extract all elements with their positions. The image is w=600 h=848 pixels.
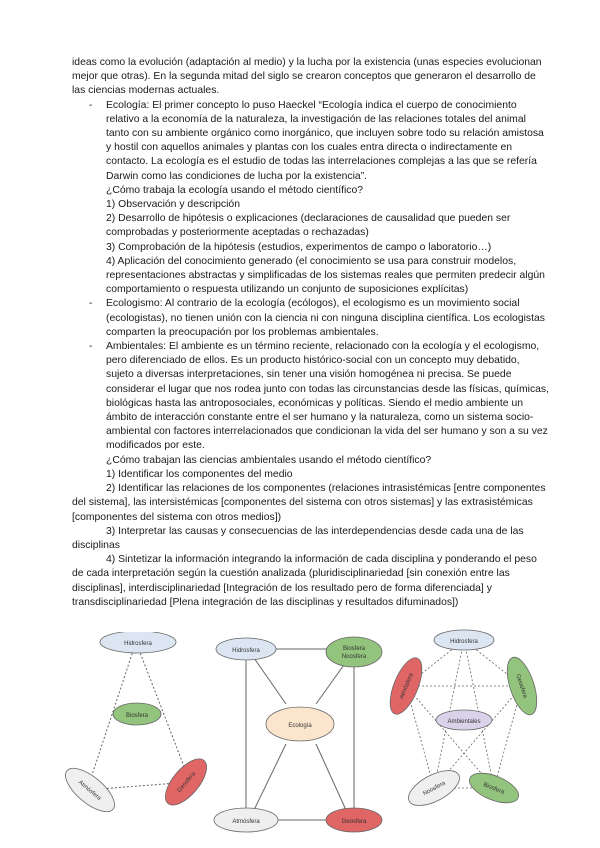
bullet-dash: - bbox=[89, 341, 93, 353]
node-hidrosfera-label: Hidrosfera bbox=[232, 648, 260, 654]
node-atmosfera-label: Atmósfera bbox=[399, 672, 415, 701]
ecologia-question: ¿Cómo trabaja la ecología usando el método científico? bbox=[106, 184, 364, 196]
diagram-ecologia-network bbox=[208, 628, 388, 838]
node-noosfera-label: Noosfera bbox=[422, 780, 447, 798]
ambientales-step: 1) Identificar los componentes del medio bbox=[106, 468, 293, 480]
bullet-ambientales bbox=[72, 340, 550, 482]
bullet-dash: - bbox=[89, 99, 93, 111]
node-geosfera-label: Geosfera bbox=[514, 673, 528, 699]
ecologia-step: 3) Comprobación de la hipótesis (estudios, experimentos de campo o laboratorio…) bbox=[106, 241, 492, 253]
diagram-ambientales-network bbox=[384, 628, 544, 838]
ecologia-step: 1) Observación y descripción bbox=[106, 199, 240, 211]
node-ambientales-label: Ambientales bbox=[447, 719, 481, 725]
node-ecologia-label: Ecología bbox=[288, 723, 312, 729]
ecologia-step: 4) Aplicación del conocimiento generado (el conocimiento se usa para construir modelos, representaciones abstractas y simplificadas de los sistemas reales que permiten predecir algún comportamiento o respuesta utilizando un conjunto de suposiciones explícitas) bbox=[106, 255, 545, 296]
node-biosfera-label: Biosfera bbox=[125, 713, 149, 719]
ambientales-question: ¿Cómo trabajan las ciencias ambientales usando el método científico? bbox=[106, 454, 432, 466]
node-biosfera-label: Biosfera bbox=[342, 646, 366, 652]
node-geosfera-label: Geosfera bbox=[341, 819, 367, 825]
node-biosfera-label: Biosfera bbox=[482, 782, 505, 796]
node-atmosfera-label: Atmósfera bbox=[232, 819, 260, 825]
diagram-ecosphere-triangle bbox=[62, 632, 212, 832]
ambientales-step: 2) Identificar las relaciones de los componentes (relaciones intrasistémicas [entre componentes del sistema], las intersistémicas [componentes del sistema con otros sistemas] y las extrasistémicas [componentes del sistema con otros medios]) bbox=[72, 483, 546, 523]
node-biosfera-noosfera bbox=[326, 637, 382, 667]
document-text bbox=[72, 56, 550, 610]
node-atmosfera-label: Atmósfera bbox=[76, 779, 102, 802]
node-hidrosfera-label: Hidrosfera bbox=[450, 639, 478, 645]
bullet-ecologia bbox=[72, 99, 550, 298]
intro-paragraph: ideas como la evolución (adaptación al medio) y la lucha por la existencia (unas especies evolucionan mejor que otras). En la segunda mitad del siglo se crearon conceptos que generaron el desarrollo de las ciencias modernas actuales. bbox=[72, 57, 542, 97]
ambientales-step: 4) Sintetizar la información integrando la información de cada disciplina y ponderando el peso de cada interpretación según la cuestión analizada (pluridisciplinariedad [sin conexión entre las disciplinas], interdisciplinariedad [Integración de los resultado pero de forma diferenciada] y transdisciplinariedad [Plena integración de las disciplinas y resultados difuminados]) bbox=[72, 554, 537, 608]
bullet-dash: - bbox=[89, 298, 93, 310]
node-geosfera-label: Geosfera bbox=[176, 771, 197, 795]
ecologismo-definition: Ecologismo: Al contrario de la ecología (ecólogos), el ecologismo es un movimiento social (ecologistas), no tienen unión con la ciencia ni con ninguna disciplina científica. Los ecologistas comparten la preocupación por los problemas ambientales. bbox=[106, 298, 545, 338]
ambientales-step: 3) Interpretar las causas y consecuencias de las interdependencias desde cada una de las disciplinas bbox=[72, 525, 524, 551]
ecologia-step: 2) Desarrollo de hipótesis o explicaciones (declaraciones de causalidad que pueden ser comprobadas y posteriormente aceptadas o rechazadas) bbox=[106, 213, 511, 239]
node-hidrosfera-label: Hidrosfera bbox=[124, 641, 152, 647]
ecologia-definition: Ecología: El primer concepto lo puso Haeckel “Ecología indica el cuerpo de conocimiento relativo a la economía de la naturaleza, la investigación de las relaciones totales del animal tanto con su ambiente orgánico como inorgánico, que incluyen sobre todo su relación amistosa y hostil con aquellos animales y plantas con los cuales entra directa o indirectamente en contacto. La ecología es el estudio de todas las interrelaciones complejas a las que se refería Darwin como las condiciones de lucha por la existencia”. bbox=[106, 99, 544, 182]
node-noosfera-label: Noosfera bbox=[341, 654, 367, 660]
bullet-ecologismo bbox=[72, 297, 550, 340]
ambientales-definition: Ambientales: El ambiente es un término reciente, relacionado con la ecología y el ecologismo, pero diferenciado de ellos. Es un producto histórico-social con un concepto muy debatido, sujeto a diversas interpretaciones, sin tener una visión homogénea ni precisa. Se puede considerar el lugar que nos rodea junto con todas las circunstancias desde las físicas, químicas, biológicas hasta las antroposociales, económicas y políticas. Siendo el medio ambiente un ámbito de interacción constante entre el ser humano y la naturaleza, como un sistema socio-ambiental con factores interrelacionados que condicionan la vida del ser humano y son a su vez modificados por este. bbox=[106, 341, 549, 452]
